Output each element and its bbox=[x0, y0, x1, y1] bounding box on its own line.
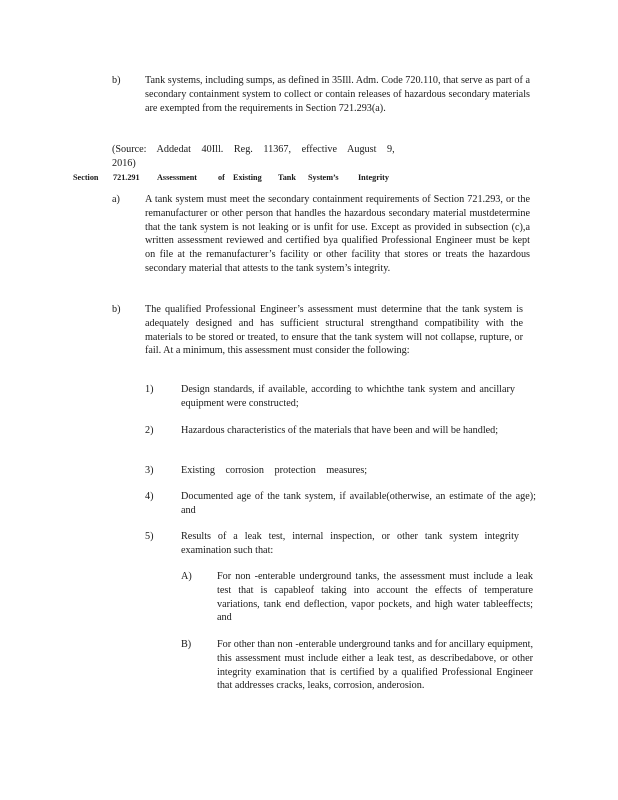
section-title-word: Tank bbox=[278, 173, 296, 182]
subsection-label: b) bbox=[112, 304, 121, 315]
list-item-text: Design standards, if available, according to whichthe tank system and ancillary equipment were constructed; bbox=[181, 384, 515, 409]
subsection-label: a) bbox=[112, 194, 120, 205]
section-title-word: of bbox=[218, 173, 225, 182]
subsection-text: Tank systems, including sumps, as defined in 35Ill. Adm. Code 720.110, that serve as part of a secondary containment system to collect or contain releases of hazardous secondary materials are exempted from the requirements in Section 721.293(a). bbox=[145, 75, 530, 114]
list-item-label: A) bbox=[181, 571, 192, 582]
section-word: Section bbox=[73, 173, 99, 182]
list-item-text: Existing corrosion protection measures; bbox=[181, 465, 368, 476]
section-heading bbox=[0, 171, 618, 183]
section-title-word: Integrity bbox=[358, 173, 389, 182]
section-title-word: Existing bbox=[233, 173, 262, 182]
subsection-label: b) bbox=[112, 75, 121, 86]
section-number: 721.291 bbox=[113, 173, 140, 182]
list-item-text: Hazardous characteristics of the materials that have been and will be handled; bbox=[181, 425, 499, 436]
list-item-text: Results of a leak test, internal inspection, or other tank system integrity examination such that: bbox=[181, 531, 519, 556]
list-item-label: 5) bbox=[145, 531, 154, 542]
list-item-label: 2) bbox=[145, 425, 154, 436]
list-item-label: 1) bbox=[145, 384, 154, 395]
list-item-label: 3) bbox=[145, 465, 154, 476]
list-item-text: For non -enterable underground tanks, the assessment must include a leak test that is capableof taking into account the effects of temperature variations, tank end deflection, vapor pockets, and high water tableeffects; and bbox=[217, 571, 533, 624]
subsection-text: A tank system must meet the secondary containment requirements of Section 721.293, or the remanufacturer or other person that handles the hazardous secondary material mustdetermine that the tank system is not leaking or is unfit for use. Except as provided in subsection (c),a written assessment reviewed and certified bya qualified Professional Engineer must be kept on file at the remanufacturer’s facility or other facility that stores or treats the hazardous secondary material that attests to the tank system’s integrity. bbox=[145, 194, 530, 274]
list-item-label: B) bbox=[181, 639, 192, 650]
list-item-text: For other than non -enterable underground tanks and for ancillary equipment, this assessment must include either a leak test, as describedabove, or other integrity examination that is certified by a qualified Professional Engineer that addresses cracks, leaks, corrosion, anderosion. bbox=[217, 639, 533, 692]
section-title-word: Assessment bbox=[157, 173, 198, 182]
subsection-text: The qualified Professional Engineer’s assessment must determine that the tank system is adequately designed and has sufficient structural strengthand compatibility with the materials to be stored or treated, to ensure that the tank system will not collapse, rupture, or fail. At a minimum, this assessment must consider the following: bbox=[145, 304, 523, 357]
list-item-label: 4) bbox=[145, 491, 154, 502]
section-title-word: System’s bbox=[308, 173, 339, 182]
source-note: (Source: Addedat 40Ill. Reg. 11367, effective August 9, 2016) bbox=[112, 144, 395, 169]
list-item-text: Documented age of the tank system, if available(otherwise, an estimate of the age); and bbox=[181, 491, 536, 516]
